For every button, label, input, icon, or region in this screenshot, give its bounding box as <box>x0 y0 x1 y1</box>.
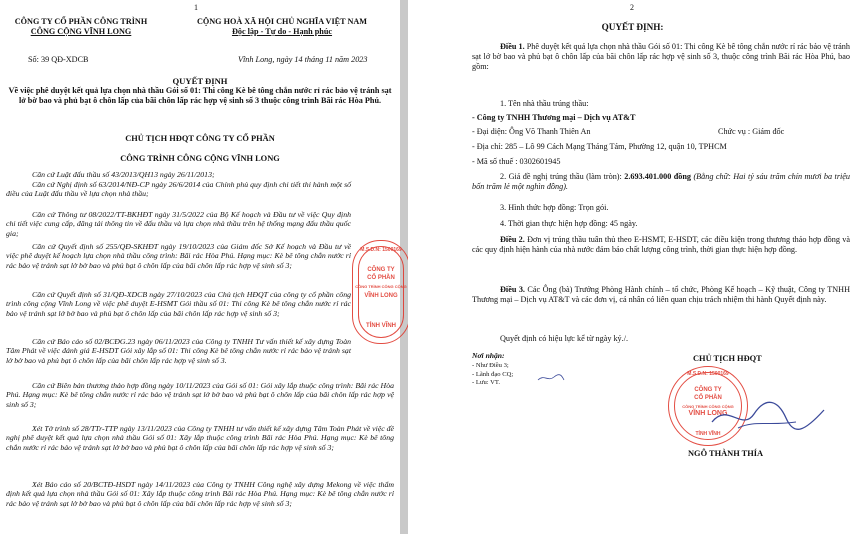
article-1-label: Điều 1. <box>500 42 525 51</box>
seal-line4: VĨNH LONG <box>364 293 398 299</box>
legal-basis-8: Xét Tờ trình số 28/TTr-TTP ngày 13/11/2023 của Công ty TNHH tư vấn thiết kế xây dựng Tâm Toàn Phát về việc đề nghị phê duyệt kết quả lựa chọn nhà thầu Gói số 01: Xây lắp thuộc công trình Bãi rác Hòa Phú. Hạng mục: Kè bê tông chắn nước rỉ rác bảo vệ tránh sạt lở bờ bao và phủ bạt ô chôn lấp của bãi chôn lấp rác hợp vệ sinh số 3; <box>6 424 394 452</box>
company-name-line1: CÔNG TY CỔ PHẦN CÔNG TRÌNH <box>14 17 148 26</box>
company-name-line2: CÔNG CỘNG VĨNH LONG <box>30 27 132 36</box>
national-motto: Độc lập - Tự do - Hạnh phúc <box>231 27 333 36</box>
representative-name: Võ Thanh Thiên An <box>525 127 591 136</box>
page-number: 1 <box>194 3 198 12</box>
document-number: Số: 39 QĐ-XDCB <box>28 55 89 64</box>
place-date: Vĩnh Long, ngày 14 tháng 11 năm 2023 <box>238 55 368 64</box>
company-seal-partial <box>352 240 410 344</box>
national-header <box>170 17 394 37</box>
price-in-words: (Bằng chữ: Hai tỷ sáu trăm chín mươi ba triệu bốn trăm lẻ một nghìn đồng). <box>472 172 851 191</box>
contract-type: 3. Hình thức hợp đồng: Trọn gói. <box>500 203 609 212</box>
article-2-text: Đơn vị trúng thầu tuân thủ theo E-HSMT, E-HSDT, các điều kiện trong thương thảo hợp đồng và các quy định hiện hành của nhà nước đảm bảo chất lượng công trình, thời gian thực hiện hợp đồng. <box>472 235 850 254</box>
signer-name: NGÔ THÀNH THÍA <box>688 449 764 458</box>
article-1 <box>472 42 850 72</box>
signature <box>708 392 828 442</box>
document-page-2 <box>408 0 857 534</box>
legal-basis-3: Căn cứ Thông tư 08/2022/TT-BKHĐT ngày 31/5/2022 của Bộ Kế hoạch và Đầu tư về việc Quy định chi tiết việc cung cấp, đăng tải thông tin về đấu thầu và lựa chọn nhà thầu trên hệ thống mạng đấu thầu quốc gia; <box>6 210 351 238</box>
seal-line3: CÔNG TRÌNH CÔNG CỘNG <box>355 284 407 289</box>
recipients-title: Nơi nhận: <box>472 351 505 360</box>
signer-title: CHỦ TỊCH HĐQT <box>693 354 762 363</box>
company-header <box>6 17 156 37</box>
effective-clause: Quyết định có hiệu lực kể từ ngày ký./. <box>500 334 629 343</box>
winning-price <box>472 172 850 192</box>
contractor-address: - Địa chỉ: 285 – Lô 99 Cách Mạng Tháng Tám, Phường 12, quận 10, TPHCM <box>472 142 727 151</box>
legal-basis-4: Căn cứ Quyết định số 255/QĐ-SKHĐT ngày 19/10/2023 của Giám đốc Sở Kế hoạch và Đầu tư về việc phê duyệt kế hoạch lựa chọn nhà thầu công trình: Bãi rác Hòa Phú. Hạng mục: Kè bê tông chắn nước rỉ rác bảo vệ tránh sạt lở bờ bao và phủ bạt ô chôn lấp của bãi chôn lấp rác hợp vệ sinh số 3; <box>6 242 351 270</box>
recipient-item: - Lãnh đạo CQ; <box>472 370 514 378</box>
contract-duration: 4. Thời gian thực hiện hợp đồng: 45 ngày. <box>500 219 638 228</box>
article-1-text: Phê duyệt kết quả lựa chọn nhà thầu Gói số 01: Thi công Kè bê tông chắn nước rỉ rác bảo vệ tránh sạt lở bờ bao và phủ bạt ô chôn lấp của bãi chôn lấp rác hợp vệ sinh số 3, thuộc công trình Bãi rác Hòa Phú, bao gồm: <box>472 42 850 71</box>
legal-basis-5: Căn cứ Quyết định số 31/QĐ-XDCB ngày 27/10/2023 của Chủ tịch HĐQT của công ty cổ phần công trình công cộng Vĩnh Long về việc phê duyệt E-HSMT Gói thầu số 01: Thi công Kè bê tông chắn nước rỉ rác bảo vệ tránh sạt lở bờ bao và phủ bạt ô chôn lấp của bãi chôn lấp rác hợp vệ sinh số 3; <box>6 290 351 318</box>
seal-line2: CỔ PHẦN <box>694 395 722 401</box>
contractor-tax-code: - Mã số thuế : 0302601945 <box>472 157 561 166</box>
page-number: 2 <box>630 3 634 12</box>
document-page-1 <box>0 0 407 534</box>
seal-place: TỈNH VĨNH <box>366 323 396 329</box>
article-2-label: Điều 2. <box>500 235 525 244</box>
seal-place: TỈNH VĨNH <box>695 431 721 437</box>
seal-line1: CÔNG TY <box>367 267 395 273</box>
issuer-line2: CÔNG TRÌNH CÔNG CỘNG VĨNH LONG <box>120 154 280 163</box>
price-value: 2.693.401.000 đồng <box>624 172 692 181</box>
legal-basis-9: Xét Báo cáo số 20/BCTĐ-HSDT ngày 14/11/2023 của Công ty TNHH Công nghệ xây dựng Mekong về việc thẩm định kết quả lựa chọn nhà thầu Gói số 01: Xây lắp thuộc công trình Bãi rác Hòa Phú. Hạng mục: Kè bê tông chắn nước rỉ rác bảo vệ tránh sạt lở bờ bao và phủ bạt ô chôn lấp của bãi chôn lấp rác hợp vệ sinh số 3; <box>6 480 394 508</box>
contractor-representative <box>472 127 590 137</box>
document-title: QUYẾT ĐỊNH <box>172 76 228 86</box>
article-3-text: Các Ông (bà) Trưởng Phòng Hành chính – tổ chức, Phòng Kế hoạch – Kỹ thuật, Công ty TNHH Thương mại – Dịch vụ AT&T và các đơn vị, cá nhân có liên quan chịu trách nhiệm thi hành Quyết định này. <box>472 285 851 304</box>
seal-line3: CÔNG TRÌNH CÔNG CỘNG <box>682 404 734 409</box>
seal-line4: VĨNH LONG <box>688 410 728 417</box>
article-3 <box>472 285 850 305</box>
representative-label: - Đại diện: Ông <box>472 127 526 136</box>
initials-mark <box>536 372 566 384</box>
price-label: 2. Giá đề nghị trúng thầu (làm tròn): <box>500 172 625 181</box>
recipient-item: - Lưu: VT. <box>472 379 501 387</box>
recipients-list <box>472 362 513 388</box>
seal-line2: CỔ PHẦN <box>367 275 395 281</box>
seal-code: M.S.D.N: 1500169 <box>687 371 729 377</box>
article-3-label: Điều 3. <box>500 285 525 294</box>
decision-heading: QUYẾT ĐỊNH: <box>601 22 664 32</box>
legal-basis-1: Căn cứ Luật đấu thầu số 43/2013/QH13 ngày 26/11/2013; <box>32 170 215 179</box>
legal-basis-2: Căn cứ Nghị định số 63/2014/NĐ-CP ngày 26/6/2014 của Chính phủ quy định chi tiết thi hành một số điều của Luật đấu thầu về lựa chọn nhà thầu; <box>6 180 351 199</box>
seal-code: M.S.D.N: 1500169 <box>360 247 402 253</box>
legal-basis-7: Căn cứ Biên bản thương thảo hợp đồng ngày 10/11/2023 của Gói số 01: Gói xây lắp thuộc công trình: Bãi rác Hòa Phú. Hạng mục: Kè bê tông chắn nước rỉ rác bảo vệ tránh sạt lở bờ bao và phủ bạt ô chôn lấp của bãi chôn lấp rác hợp vệ sinh số 3; <box>6 381 394 409</box>
legal-basis-6: Căn cứ Báo cáo số 02/BCĐG.23 ngày 06/11/2023 của Công ty TNHH Tư vấn thiết kế xây dựng Toàn Tâm Phát về việc đánh giá E-HSDT Gói xây lắp số 01: Thi công Kè bê tông chắn nước rỉ rác bảo vệ tránh sạt lở bờ bao và phủ bạt ô chôn lấp của bãi chôn lấp rác hợp vệ sinh số 3. <box>6 337 351 365</box>
document-subject: Về việc phê duyệt kết quả lựa chọn nhà thầu Gói số 01: Thi công Kè bê tông chắn nước rỉ rác bảo vệ tránh sạt lở bờ bao và phủ bạt ô chôn lấp của bãi chôn lấp rác hợp vệ sinh số 3 thuộc công trình Bãi rác Hòa Phú. <box>8 86 392 105</box>
representative-title: Chức vụ : Giám đốc <box>718 127 785 136</box>
nation-title: CỘNG HOÀ XÃ HỘI CHỦ NGHĨA VIỆT NAM <box>196 17 368 26</box>
issuer-line1: CHỦ TỊCH HĐQT CÔNG TY CỔ PHẦN <box>125 134 275 143</box>
item-contractor-label: 1. Tên nhà thầu trúng thầu: <box>500 99 589 108</box>
seal-line1: CÔNG TY <box>694 387 722 393</box>
recipient-item: - Như Điều 3; <box>472 362 509 369</box>
article-2 <box>472 235 850 255</box>
contractor-name: - Công ty TNHH Thương mại – Dịch vụ AT&T <box>472 113 636 122</box>
